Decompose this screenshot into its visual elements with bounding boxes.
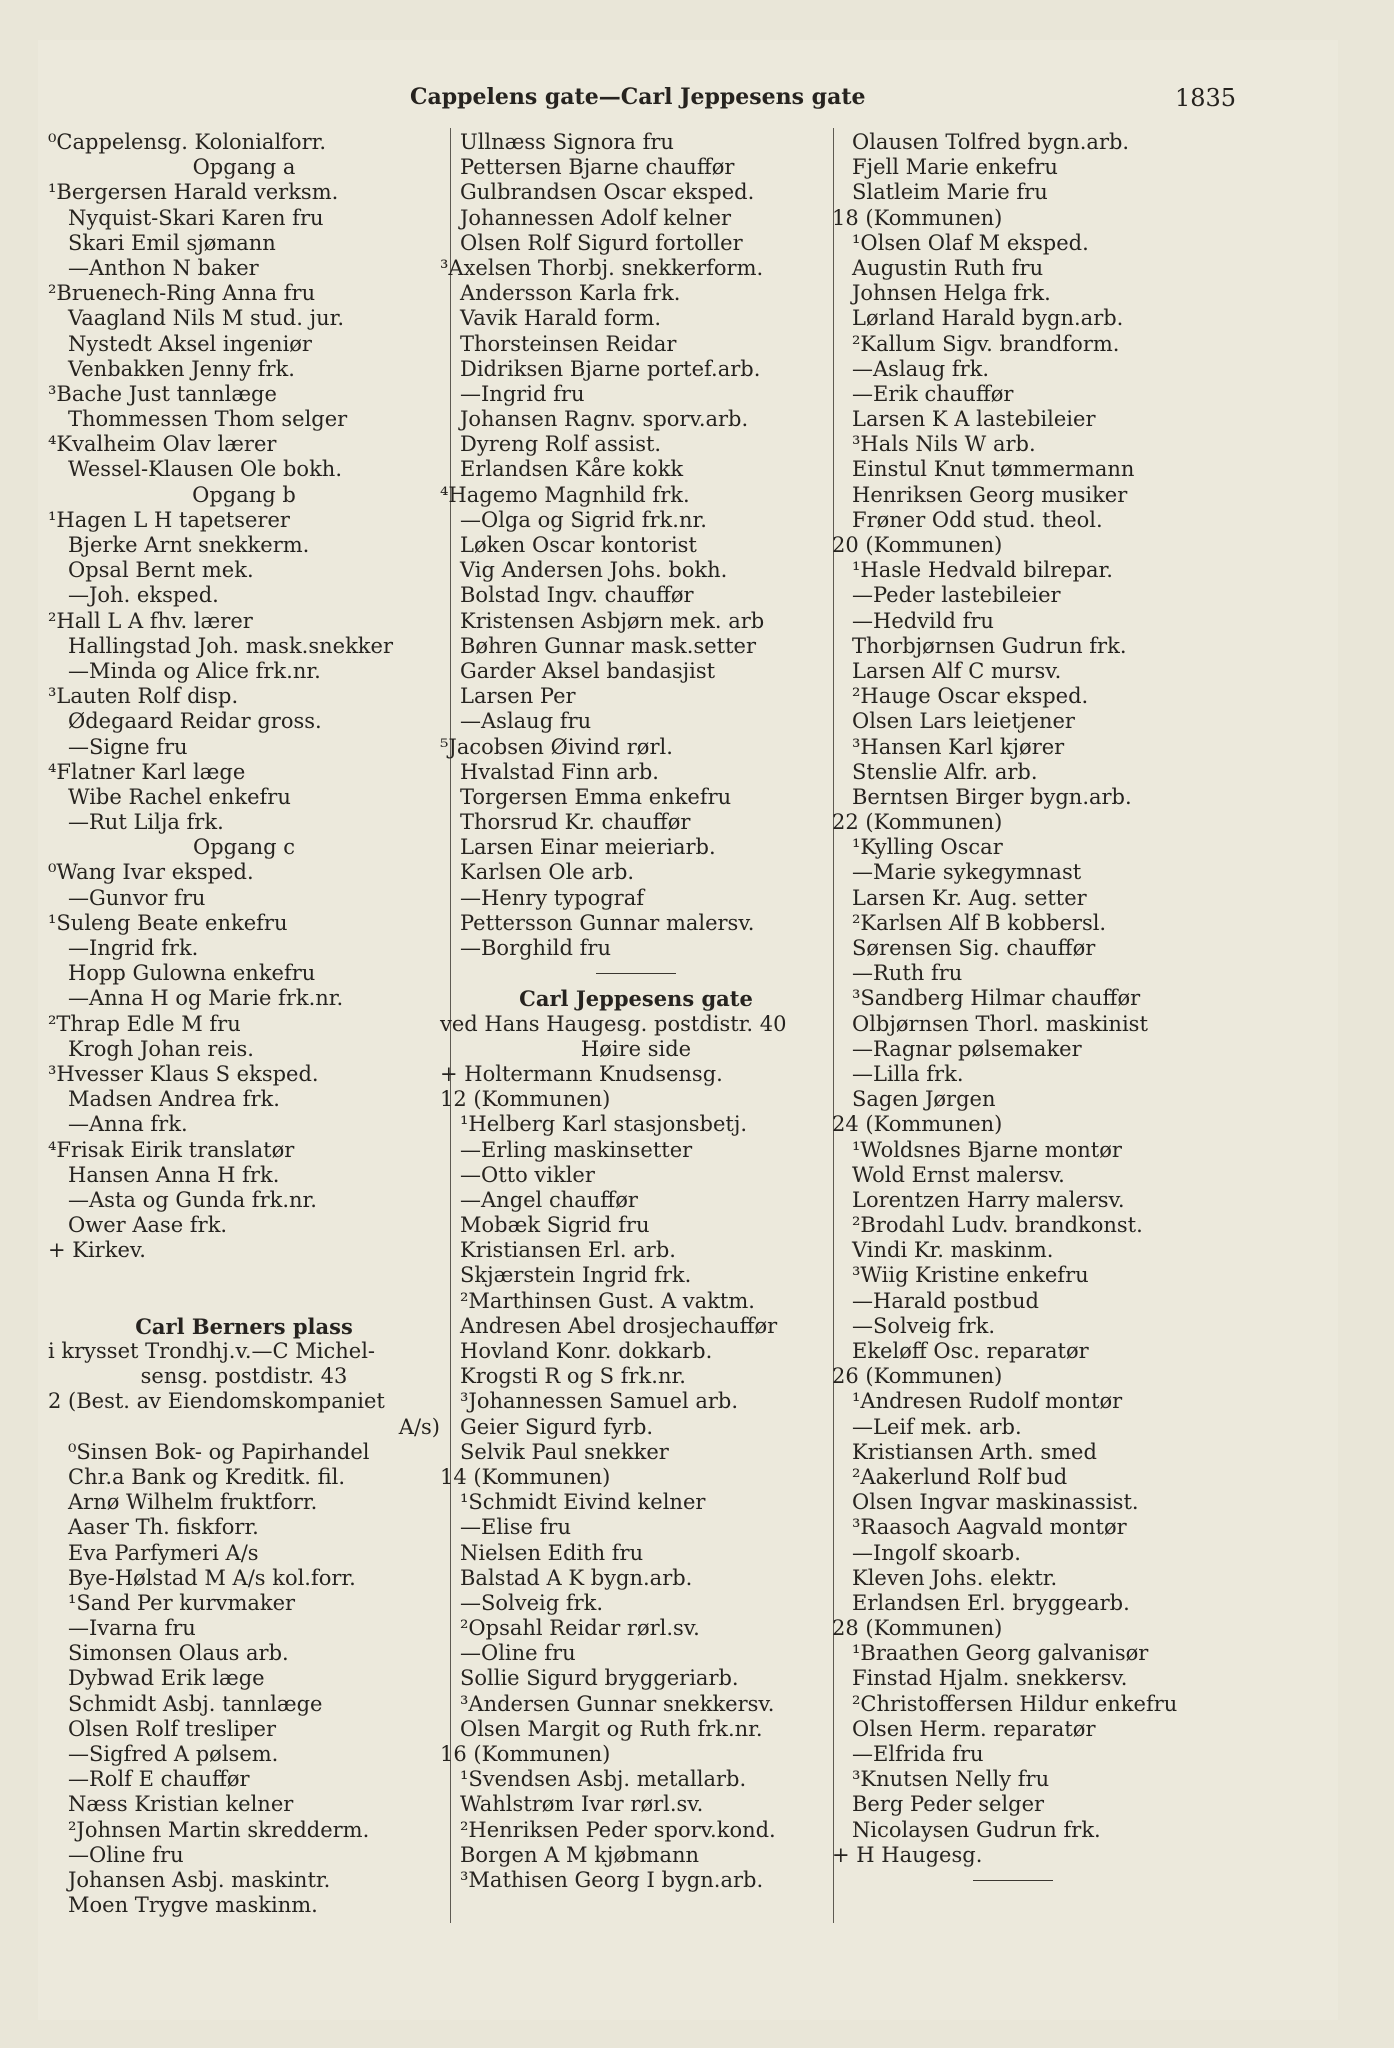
directory-entry: Madsen Andrea frk. <box>68 1087 280 1112</box>
page-header <box>0 84 1394 116</box>
directory-entry: i krysset Trondhj.v.—C Michel- <box>48 1339 376 1363</box>
directory-entry: Gulbrandsen Oscar eksped. <box>460 180 755 205</box>
directory-entry: —Anthon N baker <box>68 255 259 280</box>
directory-entry: ²Karlsen Alf B kobbersl. <box>852 910 1107 935</box>
directory-entry: 2 (Best. av Eiendomskompaniet <box>48 1389 385 1414</box>
directory-entry: —Elfrida fru <box>852 1742 984 1766</box>
directory-entry: ⁵Jacobsen Øivind rørl. <box>440 734 673 759</box>
page-number: 1835 <box>1175 84 1237 112</box>
directory-entry: Moen Trygve maskinm. <box>68 1893 318 1918</box>
directory-entry: Krogh Johan reis. <box>68 1036 254 1061</box>
directory-entry: Berg Peder selger <box>852 1792 1045 1817</box>
directory-entry: Larsen K A lastebileier <box>852 407 1096 432</box>
directory-entry: Kristiansen Erl. arb. <box>460 1238 676 1263</box>
directory-entry: —Anna frk. <box>68 1112 188 1137</box>
directory-entry: Torgersen Emma enkefru <box>460 784 732 809</box>
directory-entry: —Peder lastebileier <box>852 583 1061 608</box>
directory-entry: ¹Olsen Olaf M eksped. <box>852 230 1089 255</box>
directory-entry: 28 (Kommunen) <box>832 1616 1003 1641</box>
directory-entry: Olsen Lars leietjener <box>852 709 1075 734</box>
directory-entry: —Otto vikler <box>460 1162 595 1187</box>
directory-entry: Larsen Kr. Aug. setter <box>852 885 1087 910</box>
section-divider <box>832 1868 1194 1893</box>
directory-entry: —Sigfred A pølsem. <box>68 1742 279 1766</box>
directory-entry: —Ragnar pølsemaker <box>852 1036 1082 1061</box>
directory-entry: Johansen Ragnv. sporv.arb. <box>460 407 749 432</box>
directory-entry: Bolstad Ingv. chauffør <box>460 583 694 608</box>
directory-entry: Sollie Sigurd bryggeriarb. <box>460 1666 739 1691</box>
directory-entry: Garder Aksel bandasjist <box>460 658 716 683</box>
directory-entry: Pettersen Bjarne chauffør <box>460 155 735 180</box>
directory-entry: Nicolaysen Gudrun frk. <box>852 1817 1101 1842</box>
directory-entry: ¹Woldsnes Bjarne montør <box>852 1137 1122 1162</box>
directory-entry: —Rolf E chauffør <box>68 1767 250 1792</box>
directory-entry: ⁰Wang Ivar eksped. <box>48 860 254 885</box>
directory-entry: Olausen Tolfred bygn.arb. <box>852 130 1130 154</box>
directory-entry: Einstul Knut tømmermann <box>852 457 1135 482</box>
directory-entry: 26 (Kommunen) <box>832 1364 1003 1389</box>
directory-entry: —Signe fru <box>68 734 188 759</box>
directory-entry: —Hedvild fru <box>852 608 994 633</box>
directory-entry: ²Opsahl Reidar rørl.sv. <box>460 1616 700 1641</box>
directory-entry: Ekeløff Osc. reparatør <box>852 1339 1089 1363</box>
directory-entry: Johansen Asbj. maskintr. <box>68 1867 331 1892</box>
directory-entry: Krogsti R og S frk.nr. <box>460 1364 686 1389</box>
directory-entry: ³Axelsen Thorbj. snekkerform. <box>440 255 764 280</box>
directory-entry: Skjærstein Ingrid frk. <box>460 1263 692 1288</box>
directory-entry: Olsen Herm. reparatør <box>852 1716 1096 1741</box>
directory-entry: Olsen Rolf Sigurd fortoller <box>460 230 743 255</box>
directory-entry: Ower Aase frk. <box>68 1213 228 1238</box>
directory-entry: Olsen Rolf tresliper <box>68 1716 276 1741</box>
directory-entry: —Angel chauffør <box>460 1187 638 1212</box>
directory-entry: Wold Ernst malersv. <box>852 1162 1065 1187</box>
directory-entry: Johnsen Helga frk. <box>852 281 1051 306</box>
directory-entry: Sagen Jørgen <box>852 1087 996 1112</box>
directory-entry: Kleven Johs. elektr. <box>852 1565 1058 1590</box>
directory-entry: ³Hansen Karl kjører <box>852 734 1065 759</box>
directory-entry: —Elise fru <box>460 1515 571 1540</box>
directory-entry: Olsen Ingvar maskinassist. <box>852 1490 1139 1515</box>
spacer <box>48 1263 440 1288</box>
directory-entry: ¹Sand Per kurvmaker <box>68 1590 296 1615</box>
directory-entry: ³Wiig Kristine enkefru <box>852 1263 1089 1288</box>
directory-entry: ³Knutsen Nelly fru <box>852 1767 1050 1792</box>
directory-entry: —Ingolf skoarb. <box>852 1540 1021 1565</box>
directory-entry: Nielsen Edith fru <box>460 1540 644 1565</box>
directory-entry: ⁴Frisak Eirik translatør <box>48 1137 295 1162</box>
directory-entry: ¹Hasle Hedvald bilrepar. <box>852 558 1113 583</box>
directory-entry: Løken Oscar kontorist <box>460 533 697 557</box>
directory-entry: Erlandsen Erl. bryggearb. <box>852 1590 1130 1615</box>
directory-entry: Lorentzen Harry malersv. <box>852 1187 1125 1212</box>
directory-entry: Slatleim Marie fru <box>852 180 1048 205</box>
directory-entry: ³Andersen Gunnar snekkersv. <box>460 1691 775 1716</box>
directory-entry: Berntsen Birger bygn.arb. <box>852 784 1132 809</box>
directory-entry: ²Henriksen Peder sporv.kond. <box>460 1817 776 1842</box>
directory-entry: Opgang b <box>192 482 296 507</box>
directory-entry: —Olga og Sigrid frk.nr. <box>460 507 707 532</box>
directory-column-3 <box>832 130 1194 1893</box>
directory-entry: —Erling maskinsetter <box>460 1137 693 1162</box>
directory-entry: + H Haugesg. <box>832 1842 983 1867</box>
directory-entry: Augustin Ruth fru <box>852 255 1044 280</box>
directory-entry: —Rut Lilja frk. <box>68 810 224 835</box>
directory-entry: —Ivarna fru <box>68 1616 196 1641</box>
directory-entry: —Anna H og Marie frk.nr. <box>68 986 344 1011</box>
directory-entry: 20 (Kommunen) <box>832 533 1003 557</box>
directory-entry: Lørland Harald bygn.arb. <box>852 306 1124 331</box>
directory-entry: ¹Suleng Beate enkefru <box>48 910 288 935</box>
directory-entry: Thorbjørnsen Gudrun frk. <box>852 633 1127 658</box>
directory-entry: Henriksen Georg musiker <box>852 482 1128 507</box>
directory-entry: Opsal Bernt mek. <box>68 558 254 583</box>
directory-entry: —Solveig frk. <box>852 1313 996 1338</box>
directory-entry: ²Aakerlund Rolf bud <box>852 1464 1068 1489</box>
directory-entry: —Joh. eksped. <box>68 583 219 608</box>
directory-entry: Geier Sigurd fyrb. <box>460 1414 654 1439</box>
directory-entry: Thommessen Thom selger <box>68 407 348 432</box>
directory-entry: ⁰Sinsen Bok- og Papirhandel <box>68 1439 370 1464</box>
directory-entry: Frøner Odd stud. theol. <box>852 507 1103 532</box>
directory-entry: —Ruth fru <box>852 961 963 986</box>
directory-entry: —Harald postbud <box>852 1288 1039 1313</box>
running-title: Cappelens gate—Carl Jeppesens gate <box>410 84 866 110</box>
section-divider <box>440 961 832 986</box>
directory-entry: —Leif mek. arb. <box>852 1414 1022 1439</box>
directory-entry: ⁴Hagemo Magnhild frk. <box>440 482 690 507</box>
directory-entry: ²Hall L A fhv. lærer <box>48 608 253 633</box>
directory-entry: Borgen A M kjøbmann <box>460 1842 700 1867</box>
directory-entry: Sørensen Sig. chauffør <box>852 936 1096 960</box>
directory-entry: Finstad Hjalm. snekkersv. <box>852 1666 1128 1691</box>
directory-entry: Stenslie Alfr. arb. <box>852 759 1038 784</box>
directory-entry: Erlandsen Kåre kokk <box>460 457 684 482</box>
directory-entry: ²Kallum Sigv. brandform. <box>852 331 1120 356</box>
directory-entry: Thorsrud Kr. chauffør <box>460 810 691 835</box>
directory-entry: Balstad A K bygn.arb. <box>460 1565 693 1590</box>
directory-entry: —Gunvor fru <box>68 885 206 910</box>
directory-entry: —Borghild fru <box>460 936 611 960</box>
directory-column-2 <box>440 130 832 1893</box>
directory-entry: Chr.a Bank og Kreditk. fil. <box>68 1464 346 1489</box>
directory-entry: Larsen Alf C mursv. <box>852 658 1062 683</box>
directory-entry: Didriksen Bjarne portef.arb. <box>460 356 761 381</box>
directory-entry: Ødegaard Reidar gross. <box>68 709 322 734</box>
directory-entry: ³Mathisen Georg I bygn.arb. <box>460 1867 764 1892</box>
directory-entry: Pettersson Gunnar malersv. <box>460 910 755 935</box>
directory-entry: Olsen Margit og Ruth frk.nr. <box>460 1716 763 1741</box>
street-heading: Carl Berners plass <box>135 1313 353 1339</box>
directory-entry: Andersson Karla frk. <box>460 281 681 306</box>
directory-entry: ³Lauten Rolf disp. <box>48 684 239 709</box>
directory-entry: Vaagland Nils M stud. jur. <box>68 306 345 331</box>
directory-entry: ¹Svendsen Asbj. metallarb. <box>460 1767 747 1792</box>
directory-entry: ¹Bergersen Harald verksm. <box>48 180 339 205</box>
directory-entry: Andresen Abel drosjechauffør <box>460 1313 778 1338</box>
directory-entry: Larsen Einar meieriarb. <box>460 835 716 860</box>
directory-entry: ⁴Flatner Karl læge <box>48 759 246 784</box>
directory-entry: Ullnæss Signora fru <box>460 130 674 154</box>
directory-entry: + Holtermann Knudsensg. <box>440 1061 723 1086</box>
directory-entry: Thorsteinsen Reidar <box>460 331 677 356</box>
directory-entry: Hansen Anna H frk. <box>68 1162 280 1187</box>
street-heading: Carl Jeppesens gate <box>519 986 753 1012</box>
directory-entry: Olbjørnsen Thorl. maskinist <box>852 1011 1148 1036</box>
directory-entry: —Oline fru <box>460 1641 576 1666</box>
directory-entry: Bøhren Gunnar mask.setter <box>460 633 757 658</box>
directory-entry: —Ingrid frk. <box>68 936 199 960</box>
directory-entry: Kristiansen Arth. smed <box>852 1439 1097 1464</box>
directory-entry: Vindi Kr. maskinm. <box>852 1238 1054 1263</box>
directory-entry: —Asta og Gunda frk.nr. <box>68 1187 317 1212</box>
directory-entry: —Aslaug frk. <box>852 356 990 381</box>
directory-entry: ¹Kylling Oscar <box>852 835 1003 860</box>
directory-entry: Johannessen Adolf kelner <box>460 205 732 230</box>
directory-entry: ³Hals Nils W arb. <box>852 432 1036 457</box>
directory-entry: Larsen Per <box>460 684 576 709</box>
directory-entry: ¹Helberg Karl stasjonsbetj. <box>460 1112 748 1137</box>
directory-entry: Wahlstrøm Ivar rørl.sv. <box>460 1792 704 1817</box>
directory-entry: 24 (Kommunen) <box>832 1112 1003 1137</box>
directory-entry: Nystedt Aksel ingeniør <box>68 331 312 356</box>
directory-entry: ²Thrap Edle M fru <box>48 1011 241 1036</box>
directory-entry: —Ingrid fru <box>460 381 585 406</box>
directory-entry: —Minda og Alice frk.nr. <box>68 658 321 683</box>
directory-entry: —Marie sykegymnast <box>852 860 1082 885</box>
directory-entry: Aaser Th. fiskforr. <box>68 1515 259 1540</box>
directory-entry: ³Raasoch Aagvald montør <box>852 1515 1127 1540</box>
directory-entry: Mobæk Sigrid fru <box>460 1213 650 1238</box>
directory-entry: —Henry typograf <box>460 885 645 910</box>
directory-entry: Hovland Konr. dokkarb. <box>460 1339 713 1363</box>
directory-entry: —Aslaug fru <box>460 709 592 734</box>
directory-entry: Skari Emil sjømann <box>68 230 276 255</box>
directory-entry: A/s) <box>398 1414 440 1439</box>
directory-entry: sensg. postdistr. 43 <box>140 1364 348 1389</box>
directory-entry: Arnø Wilhelm fruktforr. <box>68 1490 318 1515</box>
directory-entry: Wessel-Klausen Ole bokh. <box>68 457 342 482</box>
directory-entry: Simonsen Olaus arb. <box>68 1641 289 1666</box>
directory-entry: Selvik Paul snekker <box>460 1439 669 1464</box>
directory-entry: ³Bache Just tannlæge <box>48 381 277 406</box>
directory-entry: Karlsen Ole arb. <box>460 860 635 885</box>
directory-entry: ²Hauge Oscar eksped. <box>852 684 1089 709</box>
directory-entry: Bjerke Arnt snekkerm. <box>68 533 310 557</box>
directory-entry: 12 (Kommunen) <box>440 1087 611 1112</box>
directory-entry: 16 (Kommunen) <box>440 1742 611 1766</box>
directory-entry: + Kirkev. <box>48 1238 146 1263</box>
directory-entry: Vig Andersen Johs. bokh. <box>460 558 728 583</box>
directory-entry: ³Hvesser Klaus S eksped. <box>48 1061 319 1086</box>
directory-entry: ¹Schmidt Eivind kelner <box>460 1490 706 1515</box>
directory-entry: 22 (Kommunen) <box>832 810 1003 835</box>
directory-entry: Hopp Gulowna enkefru <box>68 961 316 986</box>
directory-entry: Hallingstad Joh. mask.snekker <box>68 633 393 658</box>
directory-entry: 14 (Kommunen) <box>440 1464 611 1489</box>
spacer <box>48 1289 440 1314</box>
directory-entry: ¹Andresen Rudolf montør <box>852 1389 1123 1414</box>
directory-entry: Høire side <box>580 1036 692 1061</box>
directory-entry: ²Brodahl Ludv. brandkonst. <box>852 1213 1143 1238</box>
directory-entry: Opgang a <box>192 155 296 180</box>
directory-entry: ²Bruenech-Ring Anna fru <box>48 281 316 306</box>
directory-entry: Fjell Marie enkefru <box>852 155 1058 180</box>
directory-entry: —Lilla frk. <box>852 1061 964 1086</box>
directory-entry: ⁰Cappelensg. Kolonialforr. <box>48 130 327 154</box>
directory-entry: Dyreng Rolf assist. <box>460 432 662 457</box>
directory-entry: ved Hans Haugesg. postdistr. 40 <box>440 1011 787 1036</box>
directory-entry: Nyquist-Skari Karen fru <box>68 205 324 230</box>
directory-entry: Dybwad Erik læge <box>68 1666 265 1691</box>
directory-entry: ²Johnsen Martin skredderm. <box>68 1817 370 1842</box>
directory-entry: Opgang c <box>192 835 296 860</box>
directory-entry: ¹Hagen L H tapetserer <box>48 507 290 532</box>
directory-entry: Schmidt Asbj. tannlæge <box>68 1691 323 1716</box>
directory-entry: Bye-Hølstad M A/s kol.forr. <box>68 1565 356 1590</box>
directory-entry: ²Marthinsen Gust. A vaktm. <box>460 1288 755 1313</box>
directory-entry: —Erik chauffør <box>852 381 1014 406</box>
directory-column-1 <box>48 130 440 1918</box>
directory-entry: Wibe Rachel enkefru <box>68 784 291 809</box>
directory-entry: ³Johannessen Samuel arb. <box>460 1389 739 1414</box>
directory-entry: —Oline fru <box>68 1842 184 1867</box>
directory-entry: ²Christoffersen Hildur enkefru <box>852 1691 1178 1716</box>
directory-entry: Kristensen Asbjørn mek. arb <box>460 608 765 633</box>
directory-entry: 18 (Kommunen) <box>832 205 1003 230</box>
directory-entry: Eva Parfymeri A/s <box>68 1540 259 1565</box>
directory-entry: Vavik Harald form. <box>460 306 662 331</box>
directory-entry: Hvalstad Finn arb. <box>460 759 659 784</box>
directory-entry: Næss Kristian kelner <box>68 1792 294 1817</box>
directory-entry: Venbakken Jenny frk. <box>68 356 295 381</box>
directory-entry: —Solveig frk. <box>460 1590 604 1615</box>
directory-entry: ³Sandberg Hilmar chauffør <box>852 986 1141 1011</box>
directory-entry: ¹Braathen Georg galvanisør <box>852 1641 1149 1666</box>
directory-entry: ⁴Kvalheim Olav lærer <box>48 432 277 457</box>
